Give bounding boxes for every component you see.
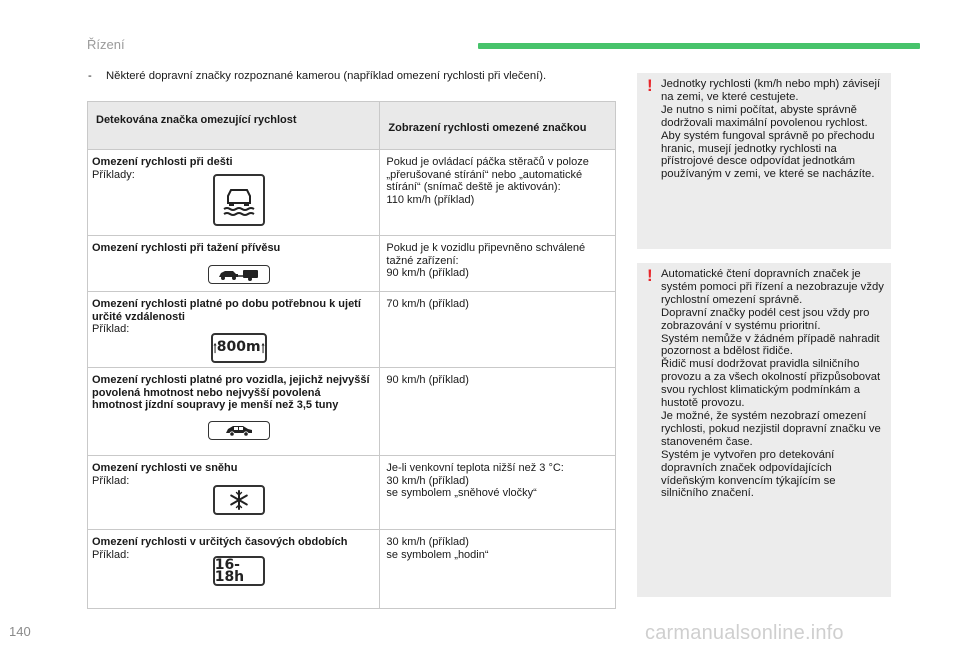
table-cell-speed: 30 km/h (příklad) se symbolem „hodin“ (380, 530, 616, 609)
row-subtitle: Příklad: (92, 474, 130, 487)
row-title: Omezení rychlosti při tažení přívěsu (92, 242, 281, 254)
snowflake-sign-icon (213, 485, 265, 515)
page-number: 140 (9, 624, 31, 639)
snowflake-icon (229, 490, 249, 510)
table-cell-speed: 70 km/h (příklad) (380, 292, 616, 368)
row-title: Omezení rychlosti platné pro vozidla, jejichž nejvyšší povolená hmotnost nebo nejvyšší povolená hmotnost jízdní soupravy je menší než 3,5 tuny (92, 374, 370, 411)
column-header-detected-sign: Detekována značka omezující rychlost (88, 102, 380, 150)
table-row (88, 292, 616, 368)
row-subtitle: Příklady: (92, 168, 135, 181)
car-trailer-sign-icon (208, 265, 270, 284)
table-cell-sign (88, 236, 380, 292)
watermark: carmanualsonline.info (645, 622, 844, 644)
intro-dash: - (88, 70, 92, 82)
note-text: Jednotky rychlosti (km/h nebo mph) závisejí na zemi, ve které cestujete. Je nutno s nimi počítat, abyste správně dodržovali maximální povolenou rychlost. Aby systém fungoval správně po přechodu hranic, musejí jednotky rychlosti na přístrojové desce odpovídat jednotkám používaným v zemi, ve které se nacházíte. (661, 78, 881, 181)
intro-text: Některé dopravní značky rozpoznané kamerou (například omezení rychlosti při vlečení). (106, 70, 547, 82)
table-row (88, 456, 616, 530)
column-header-displayed-speed: Zobrazení rychlosti omezené značkou (380, 102, 616, 150)
rain-road-sign-icon (213, 174, 265, 226)
arrow-up-icon (261, 337, 265, 359)
note-text: Automatické čtení dopravních značek je systém pomoci při řízení a nezobrazuje vždy rychlostní omezení správně. Dopravní značky podél cest jsou vždy pro zobrazování v systému prioritní. Systém nemůže v žádném případě nahradit pozornost a bdělost řidiče. Řidič musí dodržovat pravidla silničního provozu a za všech okolností přizpůsobovat svou rychlost klimatickým podmínkám a hustotě provozu. Je možné, že systém nezobrazí omezení rychlosti, pokud nezjistil dopravní značku ve stanoveném čase. Systém je vytvořen pro detekování dopravních značek odpovídajících vídeňským konvencím týkajícím se silničního značení. (661, 268, 884, 500)
table-cell-sign (88, 292, 380, 368)
distance-value: 800m (216, 339, 261, 356)
table-cell-sign (88, 456, 380, 530)
row-subtitle: Příklad: (92, 548, 130, 561)
table-cell-speed: 90 km/h (příklad) (380, 368, 616, 456)
table-cell-sign (88, 368, 380, 456)
intro-paragraph (88, 69, 628, 83)
table-row (88, 368, 616, 456)
row-title: Omezení rychlosti v určitých časových obdobích (92, 536, 348, 548)
warning-exclamation-icon: ! (647, 76, 653, 95)
section-title: Řízení (87, 37, 125, 52)
table-cell-speed: Pokud je k vozidlu připevněno schválené tažné zařízení: 90 km/h (příklad) (380, 236, 616, 292)
warning-note-units (637, 73, 891, 249)
table-cell-speed: Pokud je ovládací páčka stěračů v poloze „přerušované stírání“ nebo „automatické stírání“ (snímač deště je aktivován): 110 km/h (příklad) (380, 150, 616, 236)
table-cell-sign (88, 150, 380, 236)
table-row (88, 236, 616, 292)
row-title: Omezení rychlosti ve sněhu (92, 462, 238, 474)
row-title: Omezení rychlosti platné po dobu potřebnou k ujetí určité vzdálenosti (92, 298, 361, 323)
warning-exclamation-icon: ! (647, 266, 653, 285)
table-header-row (88, 102, 616, 150)
table-row (88, 150, 616, 236)
table-cell-sign (88, 530, 380, 609)
time-period-sign-icon: 16-18h (213, 556, 265, 586)
row-subtitle: Příklad: (92, 323, 130, 335)
distance-sign-icon (211, 333, 267, 363)
warning-note-system-limits (637, 263, 891, 597)
table-cell-speed: Je-li venkovní teplota nižší než 3 °C: 30 km/h (příklad) se symbolem „sněhové vločky“ (380, 456, 616, 530)
speed-limit-table (87, 101, 616, 609)
car-sign-icon (208, 421, 270, 440)
row-title: Omezení rychlosti při dešti (92, 156, 233, 168)
section-accent-bar (478, 43, 920, 49)
table-row (88, 530, 616, 609)
